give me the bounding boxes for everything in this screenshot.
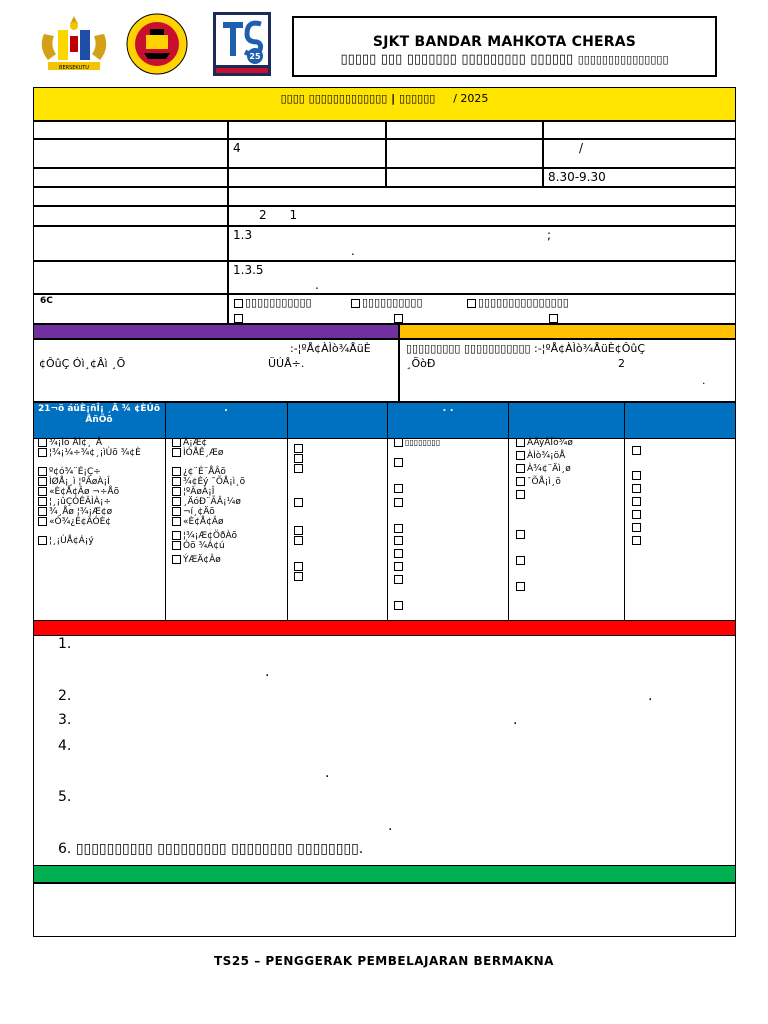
col1-item[interactable] [38,536,164,546]
col2-item[interactable] [172,517,286,527]
col2-item[interactable] [172,438,286,448]
checkbox[interactable] [516,490,525,499]
col2-item-label: ÌÓÅÊ¸Æø [183,448,224,458]
col1-item[interactable] [38,507,164,517]
objective-right-num: 2 [618,357,625,370]
element-option-3-label: ▯▯▯▯▯▯▯▯▯▯▯▯▯▯▯ [478,296,569,309]
element-option-1[interactable] [234,296,312,309]
objective-right-text: ¸ÕòÐ [406,357,436,370]
col5-item[interactable] [516,477,561,487]
info-label-week [386,121,543,139]
content-standard-code: 1.3 [233,228,253,242]
col-divider-1 [165,402,166,620]
col5-checkbox[interactable] [516,530,527,540]
info-value-content-standard[interactable] [228,226,736,261]
checkbox[interactable] [38,477,47,486]
logo-badge-number: 25 [249,52,261,61]
col-divider-3 [387,402,388,620]
info-label-unit [33,206,228,226]
col2-item-label: ¦¾¡Æ¢ÖðÀõ [183,531,237,541]
activity-col2 [172,438,286,565]
info-value-day[interactable] [228,168,386,187]
checkbox[interactable] [172,517,181,526]
col4-checkbox[interactable] [394,492,405,511]
info-label-day [33,168,228,187]
col6-checkbox[interactable] [632,530,643,549]
school-badge-logo [126,13,188,75]
step-5-dot: . [388,818,393,834]
content-standard-dot: . [351,244,355,258]
element-option-4[interactable] [234,311,245,324]
col3-checkbox[interactable] [294,458,305,477]
step-4-num: 4. [58,738,72,754]
col1-item-label: ¦¸¡ÙÅ¢Á¡ý [49,536,94,546]
col2-item-label: ¬í¸¢Äõ [183,507,215,517]
col1-item[interactable] [38,517,164,527]
checkbox[interactable] [394,458,403,467]
checkbox[interactable] [516,464,525,473]
element-option-2-label: ▯▯▯▯▯▯▯▯▯▯ [362,296,423,309]
checkbox[interactable] [234,299,243,308]
col6-checkbox[interactable] [632,440,643,459]
col3-checkbox[interactable] [294,566,305,585]
activity-header-col2: . [224,403,228,414]
col4-checkbox[interactable] [394,595,405,614]
col2-item[interactable] [172,477,286,487]
objective-right-label: ▯▯▯▯▯▯▯▯▯ ▯▯▯▯▯▯▯▯▯▯▯ :-¦ºÅ¢ÀÌò¾ÅüÈ¢ÔûÇ [406,342,646,355]
col2-item-label: ¿¢¨É¨ÅÂõ [183,467,226,477]
checkbox[interactable] [394,575,403,584]
info-label-class [33,139,228,168]
info-label-time [386,168,543,187]
info-label-date [386,139,543,168]
element-option-1-label: ▯▯▯▯▯▯▯▯▯▯▯ [245,296,312,309]
col5-checkbox[interactable] [516,582,527,592]
learning-standard-code: 1.3.5 [233,263,264,277]
step-6-num: 6. [58,841,72,857]
col5-item-label: ÀÌò¾¡öÅ [527,451,566,461]
ts25-logo [213,12,271,76]
step-4 [58,738,71,754]
step-1 [58,636,71,652]
footer-tagline: TS25 – PENGGERAK PEMBELAJARAN BERMAKNA [214,954,554,968]
col4-item[interactable] [394,438,440,447]
checkbox[interactable] [38,507,47,516]
svg-text:BERSEKUTU: BERSEKUTU [59,65,89,71]
checkbox[interactable] [38,438,47,447]
school-header-box [292,16,717,77]
col1-item-label: ¾¡Ìô ÀÌ¢¸¨Å [49,438,103,448]
col5-item[interactable] [516,464,571,474]
school-name: SJKT BANDAR MAHKOTA CHERAS [372,34,637,50]
step-1-cont [265,664,269,680]
step-2 [58,688,71,704]
checkbox[interactable] [516,438,525,447]
col1-item-label: «Ó¾¿È¢ÂÓÈ¢ [49,517,111,527]
col1-item[interactable] [38,467,164,477]
col2-item-label: ÝÆÄ¢Âø [183,555,221,565]
step-5 [58,789,71,805]
col2-item[interactable] [172,467,286,477]
checkbox[interactable] [294,536,303,545]
checkbox[interactable] [172,541,181,550]
step-6 [58,841,363,857]
step-3-dot: . [513,712,518,728]
info-date-text: / [579,141,584,155]
element-option-6[interactable] [549,311,560,324]
step-4-cont [325,765,329,781]
checkbox[interactable] [172,531,181,540]
checkbox[interactable] [172,555,181,564]
activity-col1 [38,438,164,546]
activity-header-col4: . . [442,403,454,414]
step-2-num: 2. [58,688,72,704]
info-label-elements [33,294,228,324]
school-subtitle [294,52,715,67]
col1-item[interactable] [38,438,164,448]
checkbox[interactable] [394,438,403,447]
element-option-2[interactable] [351,296,423,309]
checkbox[interactable] [516,451,525,460]
col-divider-4 [508,402,509,620]
elements-label: 6C [40,296,53,306]
checkbox[interactable] [38,497,47,506]
checkbox[interactable] [172,487,181,496]
info-value-time[interactable]: 8.30-9.30 [543,168,736,187]
checkbox[interactable] [172,507,181,516]
col2-item[interactable] [172,541,286,551]
step-2-dot: . [648,688,653,704]
step-1-dot: . [265,664,270,680]
element-option-5[interactable] [394,311,405,324]
checkbox[interactable] [172,438,181,447]
col1-item[interactable] [38,497,164,507]
form-title-band [33,87,736,121]
col3-checkbox[interactable] [294,530,305,549]
objective-right [399,339,736,402]
reflection-band-green [33,865,736,883]
step-5-num: 5. [58,789,72,805]
col2-item[interactable] [172,497,286,507]
info-unit-text: 2 1 [259,208,298,222]
school-subtitle-small: ▯▯▯▯▯▯▯▯▯▯▯▯▯▯▯ [577,53,669,66]
checkbox[interactable] [467,299,476,308]
col5-item-label: À¾¢¨Äì¸ø [527,464,571,474]
checkbox[interactable] [172,467,181,476]
checkbox[interactable] [394,314,403,323]
checkbox[interactable] [234,314,243,323]
info-value-theme[interactable] [228,187,736,206]
col1-item[interactable] [38,477,164,487]
checkbox[interactable] [351,299,360,308]
reflection-area[interactable] [33,883,736,937]
info-value-class[interactable]: 4 [228,139,386,168]
col1-item-label: ¾¸Åø ¦¾¡Æ¢ø [49,507,113,517]
col4-checkbox[interactable] [394,452,405,471]
col1-item-label: ¦¾¡¼÷¾¢¸¡ìÙõ ¾¢È [49,448,141,458]
checkbox[interactable] [38,487,47,496]
step-5-cont [388,818,392,834]
col2-item-label: ¸ÄóÐ¨ÃÂ¡¼ø [183,497,241,507]
activities-band-red [33,620,736,636]
school-subtitle-main: ▯▯▯▯▯ ▯▯▯ ▯▯▯▯▯▯▯ ▯▯▯▯▯▯▯▯▯ ▯▯▯▯▯▯ [340,52,574,67]
step-3-cont [513,712,517,728]
info-value-learning-standard[interactable] [228,261,736,294]
col2-item-label: À¡Æ¢ [183,438,208,448]
step-3-num: 3. [58,712,72,728]
col1-item-label: º¢ó¾¨É¡Ç÷ [49,467,101,477]
info-label-learning-standard [33,261,228,294]
info-value-week[interactable] [543,121,736,139]
checkbox[interactable] [172,477,181,486]
checkbox[interactable] [38,448,47,457]
checkbox[interactable] [516,582,525,591]
col5-checkbox[interactable] [516,556,527,566]
step-6-text: ▯▯▯▯▯▯▯▯▯▯ ▯▯▯▯▯▯▯▯▯ ▯▯▯▯▯▯▯▯ ▯▯▯▯▯▯▯▯. [75,841,364,857]
objective-left-text: ¢ÔûÇ Óì¸¢Âì ¸Õ [39,357,126,370]
checkbox[interactable] [632,446,641,455]
checkbox[interactable] [549,314,558,323]
info-label-subject [33,121,228,139]
checkbox[interactable] [294,464,303,473]
objective-left [33,339,399,402]
activity-header-col1: 21¬õ áüÈ¡ñÎ¡ ¸Ä ¾ ¢ÈÚõ ÅñÕõ [37,404,161,425]
col5-item-label: ¯ÕÅ¡ì¸õ [527,477,561,487]
form-title-text: ▯▯▯▯ ▯▯▯▯▯▯▯▯▯▯▯▯▯ | ▯▯▯▯▯▯ [280,92,436,105]
col2-item-label: ¾¢Èý ¯ÕÅ¡ì¸õ [183,477,246,487]
info-value-date[interactable] [543,139,736,168]
col1-item-label: ÌØÅ¡¸ì ¦ºÂøÀ¡Î [49,477,110,487]
col2-item-label: Óõ ¾Á¢ú [183,541,225,551]
col5-checkbox[interactable] [516,490,527,500]
checkbox[interactable] [394,601,403,610]
learning-standard-dot: . [315,278,319,292]
step-4-dot: . [325,765,330,781]
step-3 [58,712,71,728]
info-value-elements [228,294,736,324]
col1-item[interactable] [38,487,164,497]
step-1-num: 1. [58,636,72,652]
checkbox[interactable] [38,467,47,476]
info-label-content-standard [33,226,228,261]
checkbox[interactable] [38,536,47,545]
step-2-cont [648,688,652,704]
content-standard-semicolon: ; [547,228,552,242]
checkbox[interactable] [394,498,403,507]
checkbox[interactable] [516,556,525,565]
col1-item-label: «È¢Å¢Âø ¬÷Åõ [49,487,120,497]
objective-left-label: :-¦ºÅ¢ÀÌò¾ÅüÈ [290,342,371,355]
col5-item-label: ÀÂýÀÎò¾ø [527,438,573,448]
checkbox[interactable] [172,448,181,457]
col2-item-label: «È¢Å¢Âø [183,517,224,527]
checkbox[interactable] [38,517,47,526]
col2-item[interactable] [172,507,286,517]
col1-item[interactable] [38,448,164,458]
col-divider-5 [624,402,625,620]
objective-right-dot: . [702,374,706,387]
form-title-year: / 2025 [453,92,489,105]
info-value-unit[interactable] [228,206,736,226]
col-divider-2 [287,402,288,620]
info-value-subject[interactable] [228,121,386,139]
objective-left-text-end: ÜÚÅ÷. [268,357,305,370]
objectives-band-orange [399,324,736,339]
col2-item[interactable] [172,487,286,497]
col2-item[interactable] [172,448,286,458]
col1-item-label: ¦¸¡ûÇÓÊÂÌÀ¡÷ [49,497,112,507]
checkbox[interactable] [294,498,303,507]
col2-item[interactable] [172,531,286,541]
checkbox[interactable] [632,536,641,545]
objectives-band-purple [33,324,399,339]
col3-checkbox[interactable] [294,492,305,511]
checkbox[interactable] [294,572,303,581]
checkbox[interactable] [516,477,525,486]
col2-item[interactable] [172,555,286,565]
col5-item[interactable] [516,438,573,448]
info-label-theme [33,187,228,206]
col4-checkbox[interactable] [394,569,405,588]
malaysia-coat-of-arms-logo [34,14,114,76]
checkbox[interactable] [172,497,181,506]
element-option-3[interactable] [467,296,569,309]
col2-item-label: ¦ºÂøÀ¡Î [183,487,215,497]
checkbox[interactable] [516,530,525,539]
col5-item[interactable] [516,451,565,461]
col4-item-label: ▯▯▯▯▯▯▯▯ [405,438,441,447]
